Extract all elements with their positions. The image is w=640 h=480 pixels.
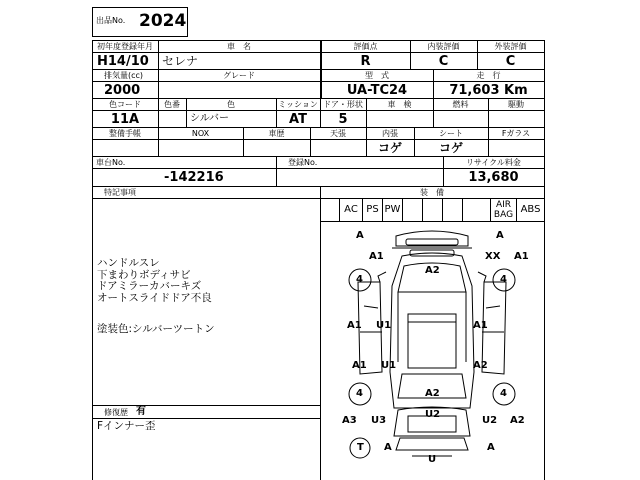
remark-line: ドアミラーカバーキズ	[97, 280, 202, 292]
fglass-label: Fガラス	[501, 129, 531, 138]
damage-mark: U1	[381, 360, 397, 371]
registration-label: 登録No.	[288, 158, 318, 167]
history-label: 車歴	[268, 129, 285, 138]
remark-line	[97, 304, 215, 316]
damage-mark: U1	[376, 320, 392, 331]
upholstery-value: コゲ	[377, 141, 402, 155]
exterior-value: C	[505, 54, 516, 69]
seat-value: コゲ	[438, 141, 463, 155]
remark-line: 下まわりボディサビ	[97, 268, 191, 281]
damage-mark: A1	[473, 320, 488, 331]
damage-mark: A1	[514, 251, 529, 262]
inspection-label: 車 検	[387, 100, 412, 109]
exterior-label: 外装評価	[494, 42, 527, 51]
damage-mark: A2	[473, 360, 488, 371]
color-name-label: 色	[227, 100, 235, 109]
damage-mark: A1	[369, 251, 384, 262]
equipment-ps: PS	[366, 204, 379, 215]
damage-mark: A1	[352, 360, 367, 371]
damage-mark: U3	[371, 415, 387, 426]
remark-line: ハンドルスレ	[97, 257, 160, 269]
fuel-label: 燃料	[452, 100, 469, 109]
upholstery-label: 内張	[382, 129, 398, 138]
damage-mark: T	[357, 442, 364, 453]
damage-mark: U2	[482, 415, 498, 426]
damage-mark: A2	[510, 415, 525, 426]
color-name-value: シルバー	[190, 113, 230, 124]
color-no-label: 色番	[164, 100, 180, 109]
damage-mark: U2	[425, 409, 441, 420]
damage-mark: 4	[500, 274, 507, 285]
drive-label: 駆動	[508, 100, 524, 109]
interior-value: C	[438, 54, 449, 69]
damage-mark: A2	[425, 265, 440, 276]
displacement-label: 排気量(cc)	[104, 71, 144, 80]
equipment-abs: ABS	[520, 204, 541, 215]
repair-value: 有	[136, 406, 146, 417]
roof-label: 天張	[330, 129, 346, 138]
damage-mark: 4	[356, 388, 363, 399]
remark-line: 塗装色:シルバーツートン	[97, 322, 215, 335]
first-reg-label: 初年度登録年月	[97, 42, 153, 51]
damage-mark: A	[356, 230, 364, 241]
mission-value: AT	[289, 112, 307, 127]
remark-line: オートスライドドア不良	[97, 291, 212, 304]
doors-value: 5	[338, 112, 348, 127]
first-reg-value: H14/10	[97, 54, 149, 69]
damage-mark: A	[496, 230, 504, 241]
damage-mark: A2	[425, 388, 440, 399]
recycle-value: 13,680	[468, 170, 519, 185]
equipment-pw: PW	[384, 204, 401, 215]
equipment-airbag: AIR BAG	[493, 200, 514, 220]
seat-label: シート	[439, 129, 463, 138]
damage-mark: A	[487, 442, 495, 453]
nox-label: NOX	[191, 129, 210, 138]
chassis-value: -142216	[164, 170, 224, 185]
model-value: UA-TC24	[346, 83, 408, 98]
lot-number-label: 出品No.	[96, 16, 126, 25]
damage-mark: U	[428, 454, 437, 465]
recycle-label: リサイクル料金	[466, 158, 521, 167]
doors-label: ドア・形状	[323, 100, 363, 109]
chassis-label: 車台No.	[96, 158, 126, 167]
lot-number: 2024	[139, 11, 187, 31]
damage-mark: A	[384, 442, 392, 453]
mileage-label: 走 行	[476, 71, 501, 80]
interior-label: 内装評価	[427, 42, 460, 51]
damage-mark: A3	[342, 415, 357, 426]
mission-label: ミッション	[278, 100, 318, 109]
score-label: 評価点	[353, 42, 378, 51]
damage-mark: XX	[485, 251, 501, 262]
damage-mark: 4	[356, 274, 363, 285]
color-code-value: 11A	[110, 112, 140, 127]
equipment-label: 装 備	[420, 188, 444, 197]
car-name-label: 車 名	[227, 42, 251, 51]
grade-label: グレード	[223, 71, 255, 80]
damage-mark: A1	[347, 320, 362, 331]
equipment-ac: AC	[344, 204, 358, 215]
color-code-label: 色コード	[109, 100, 141, 109]
maintenance-label: 整備手帳	[109, 129, 141, 138]
score-value: R	[360, 54, 371, 69]
repair-label: 修復歴	[104, 408, 128, 417]
model-label: 型 式	[365, 71, 389, 80]
remarks-list	[97, 258, 215, 335]
car-name-value: セレナ	[162, 54, 199, 68]
displacement-value: 2000	[104, 83, 141, 98]
repair-note: Fインナー歪	[97, 420, 156, 432]
car-diagram	[320, 222, 544, 480]
mileage-value: 71,603 Km	[449, 83, 528, 98]
remarks-label: 特記事項	[104, 188, 136, 197]
damage-mark: 4	[500, 388, 507, 399]
